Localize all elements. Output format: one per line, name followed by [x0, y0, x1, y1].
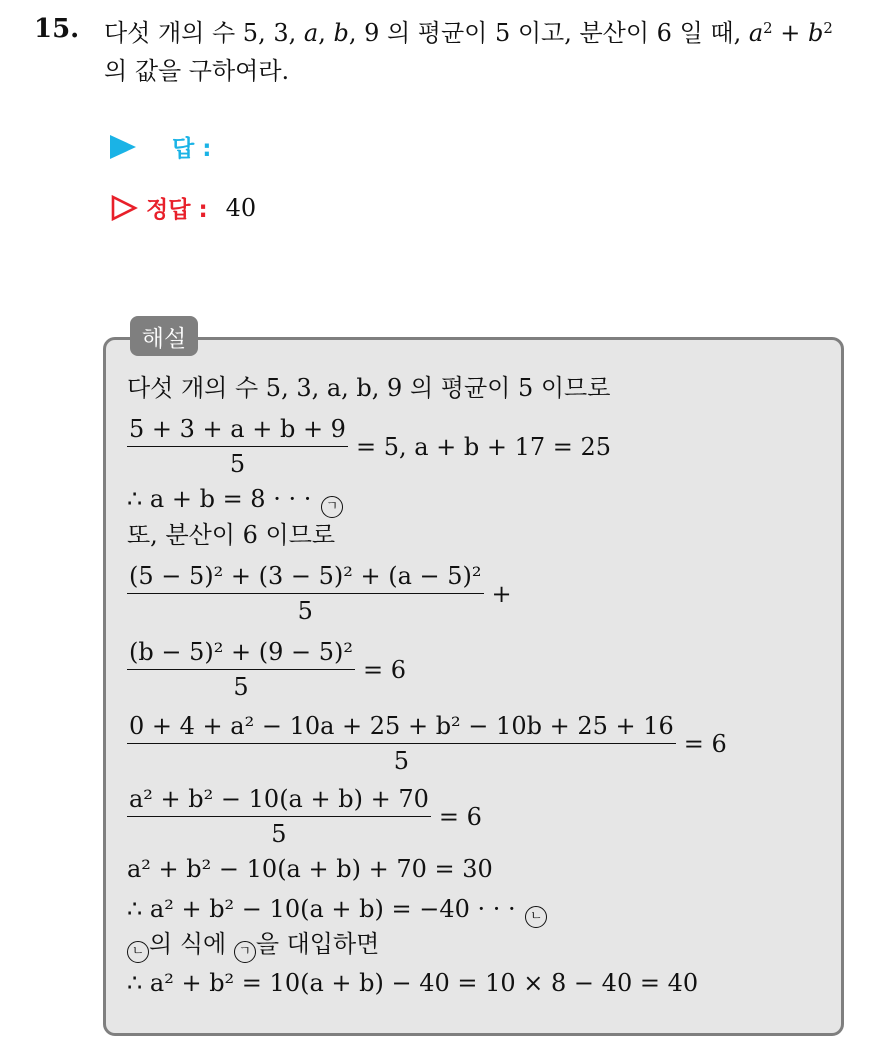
fraction-denominator: 5 [233, 673, 249, 701]
question-number: 15. [34, 14, 80, 44]
solution-line-text: ∴ a² + b² − 10(a + b) = −40 · · · [127, 895, 524, 923]
fraction-denominator: 5 [393, 747, 410, 775]
fraction-rest: = 6 [362, 655, 406, 684]
solution-line-text: ∴ a + b = 8 · · · [127, 485, 319, 513]
fraction-numerator: (5 − 5)² + (3 − 5)² + (a − 5)² [127, 561, 484, 594]
fraction-numerator: a² + b² − 10(a + b) + 70 [127, 784, 431, 817]
correct-answer-label: 정답 : [146, 197, 208, 223]
question-line1-a: 다섯 개의 수 5, 3, [104, 19, 304, 47]
solution-tag: 해설 [130, 316, 198, 356]
fraction-3 [127, 637, 406, 702]
fraction-2 [127, 561, 512, 626]
plus-sign: + [772, 19, 808, 47]
correct-answer-row [110, 191, 256, 224]
solution-line-text: 의 식에 [149, 930, 234, 958]
fraction-rest: = 5, a + b + 17 = 25 [355, 432, 612, 461]
question-text [104, 14, 874, 90]
circle-label-nieun: ㄴ [525, 906, 547, 928]
correct-answer-value: 40 [225, 193, 257, 222]
question-line2: 의 값을 구하여라. [104, 57, 290, 85]
play-triangle-icon [110, 135, 136, 159]
solution-line-4: 또, 분산이 6 이므로 [127, 521, 336, 549]
var-a: a [303, 19, 319, 47]
sep: , [318, 19, 334, 47]
answer-row [110, 130, 211, 163]
solution-line-11 [127, 894, 547, 928]
fraction-5 [127, 784, 482, 849]
solution-line-3 [127, 484, 343, 518]
solution-line-10: a² + b² − 10(a + b) + 70 = 30 [127, 855, 493, 883]
fraction-denominator: 5 [271, 820, 287, 848]
circle-label-giyeok: ㄱ [234, 941, 256, 963]
solution-line-text: 을 대입하면 [255, 930, 380, 958]
fraction-denominator: 5 [229, 450, 246, 478]
fraction-numerator: 0 + 4 + a² − 10a + 25 + b² − 10b + 25 + 16 [127, 711, 676, 744]
circle-label-giyeok: ㄱ [321, 496, 343, 518]
outline-triangle-icon [110, 195, 138, 221]
fraction-rest: + [491, 579, 512, 608]
exp-sup-b: 2 [823, 18, 833, 37]
fraction-numerator: 5 + 3 + a + b + 9 [127, 414, 348, 447]
answer-label: 답 : [172, 136, 212, 162]
fraction-numerator: (b − 5)² + (9 − 5)² [127, 637, 355, 670]
fraction-rest: = 6 [438, 802, 482, 831]
solution-line: 다섯 개의 수 5, 3, a, b, 9 의 평균이 5 이므로 [127, 374, 611, 402]
circle-label-nieun: ㄴ [127, 941, 149, 963]
fraction-1 [127, 414, 611, 479]
exp-sup-a: 2 [763, 18, 773, 37]
fraction-rest: = 6 [683, 729, 727, 758]
solution-line-12 [127, 929, 379, 963]
fraction-4 [127, 711, 727, 776]
exp-term-a: a [748, 19, 764, 47]
exp-term-b: b [808, 19, 824, 47]
var-b: b [333, 19, 349, 47]
solution-line-13: ∴ a² + b² = 10(a + b) − 40 = 10 × 8 − 40 = 40 [127, 969, 699, 997]
question-line1-b: , 9 의 평균이 5 이고, 분산이 6 일 때, [348, 19, 749, 47]
fraction-denominator: 5 [297, 597, 313, 625]
